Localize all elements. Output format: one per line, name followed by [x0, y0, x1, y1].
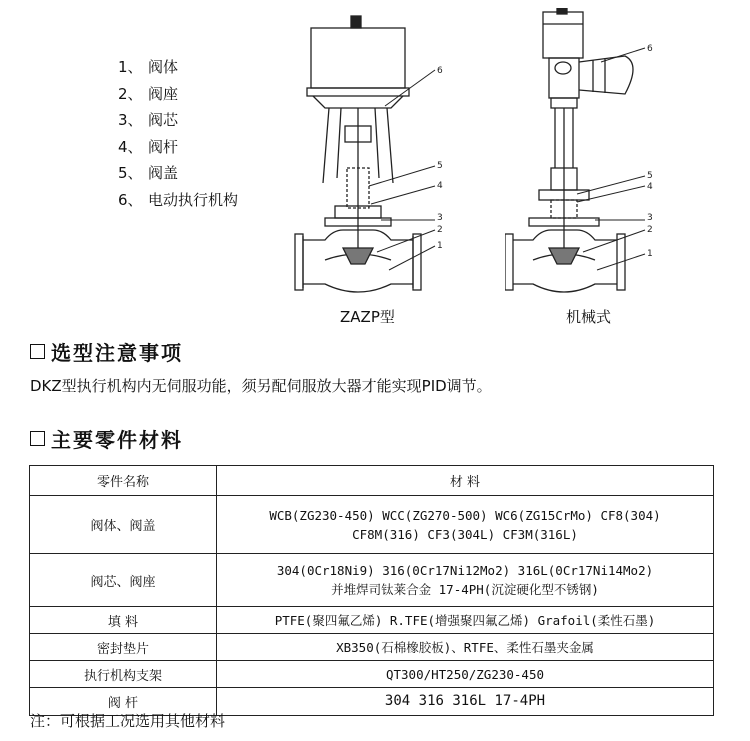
actuator-housing: [543, 12, 583, 58]
callout-line-1: [389, 246, 435, 270]
plug: [549, 248, 579, 264]
gearbox: [549, 58, 579, 98]
callout-line-1: [597, 254, 645, 270]
callout-line-4: [371, 186, 435, 204]
actuator-body: [311, 28, 405, 88]
actuator-base: [307, 88, 409, 96]
callout-5: 5: [647, 171, 653, 181]
callout-lines: [577, 48, 645, 270]
header-material: 材 料: [217, 466, 714, 496]
table-row: 阀芯、阀座 304(0Cr18Ni9) 316(0Cr17Ni12Mo2) 316L(0Cr17Ni14Mo2) 并堆焊司钛莱合金 17-4PH(沉淀硬化型不锈钢): [30, 554, 714, 607]
legend-item: 2、 阀座: [118, 84, 179, 103]
materials-heading: 主要零件材料: [30, 424, 183, 453]
callout-6: 6: [647, 44, 653, 54]
materials-table: [29, 465, 714, 716]
callout-3: 3: [647, 213, 653, 223]
motor: [579, 56, 633, 94]
zazp-caption: ZAZP型: [340, 308, 395, 326]
callout-line-4: [577, 186, 645, 202]
table-row: 阀 杆 304 316 316L 17-4PH: [30, 688, 714, 716]
legend-item: 6、 电动执行机构: [118, 190, 239, 209]
actuator-cap: [557, 8, 567, 14]
square-bullet-icon: [30, 431, 45, 446]
indicator: [555, 62, 571, 74]
body-bottom: [303, 284, 413, 292]
callout-2: 2: [437, 225, 443, 235]
header-part: 零件名称: [30, 466, 217, 496]
callout-1: 1: [437, 241, 443, 251]
callout-5: 5: [437, 161, 443, 171]
table-row: 密封垫片 XB350(石棉橡胶板)、RTFE、柔性石墨夹金属: [30, 634, 714, 661]
callout-3: 3: [437, 213, 443, 223]
square-bullet-icon: [30, 344, 45, 359]
right-flange: [413, 234, 421, 290]
callout-4: 4: [437, 181, 443, 191]
body-bottom: [513, 284, 617, 292]
mechanical-valve-diagram: [505, 8, 685, 298]
mechanical-caption: 机械式: [566, 308, 612, 326]
left-flange: [505, 234, 513, 290]
callout-line-5: [577, 176, 645, 194]
callout-1: 1: [647, 249, 653, 259]
table-row: 阀体、阀盖 WCB(ZG230-450) WCC(ZG270-500) WC6(ZG15CrMo) CF8(304) CF8M(316) CF3(304L) CF3M(316L): [30, 496, 714, 554]
legend-item: 1、 阀体: [118, 58, 179, 76]
callout-6: 6: [437, 66, 443, 76]
callout-line-6: [601, 48, 645, 62]
legend-item: 5、 阀盖: [118, 164, 179, 182]
callout-4: 4: [647, 182, 653, 192]
callout-2: 2: [647, 225, 653, 235]
coupling: [551, 98, 577, 108]
table-row: 执行机构支架 QT300/HT250/ZG230-450: [30, 661, 714, 688]
callout-line-2: [583, 230, 645, 252]
legend-item: 4、 阀杆: [118, 137, 179, 156]
body-top: [513, 230, 617, 240]
left-flange: [295, 234, 303, 290]
parts-legend: [118, 54, 238, 213]
callout-line-2: [377, 230, 435, 252]
table-header-row: [30, 466, 714, 496]
actuator-cap: [351, 16, 361, 28]
selection-heading: 选型注意事项: [30, 337, 183, 366]
footnote: 注：可根据工况选用其他材料: [30, 712, 226, 730]
zazp-valve-diagram: [285, 8, 465, 298]
plug: [343, 248, 373, 264]
selection-text: DKZ型执行机构内无伺服功能，须另配伺服放大器才能实现PID调节。: [30, 377, 492, 395]
actuator-skirt: [313, 96, 403, 108]
legend-item: 3、 阀芯: [118, 111, 179, 129]
table-row: 填 料 PTFE(聚四氟乙烯) R.TFE(增强聚四氟乙烯) Grafoil(柔性石墨): [30, 607, 714, 634]
